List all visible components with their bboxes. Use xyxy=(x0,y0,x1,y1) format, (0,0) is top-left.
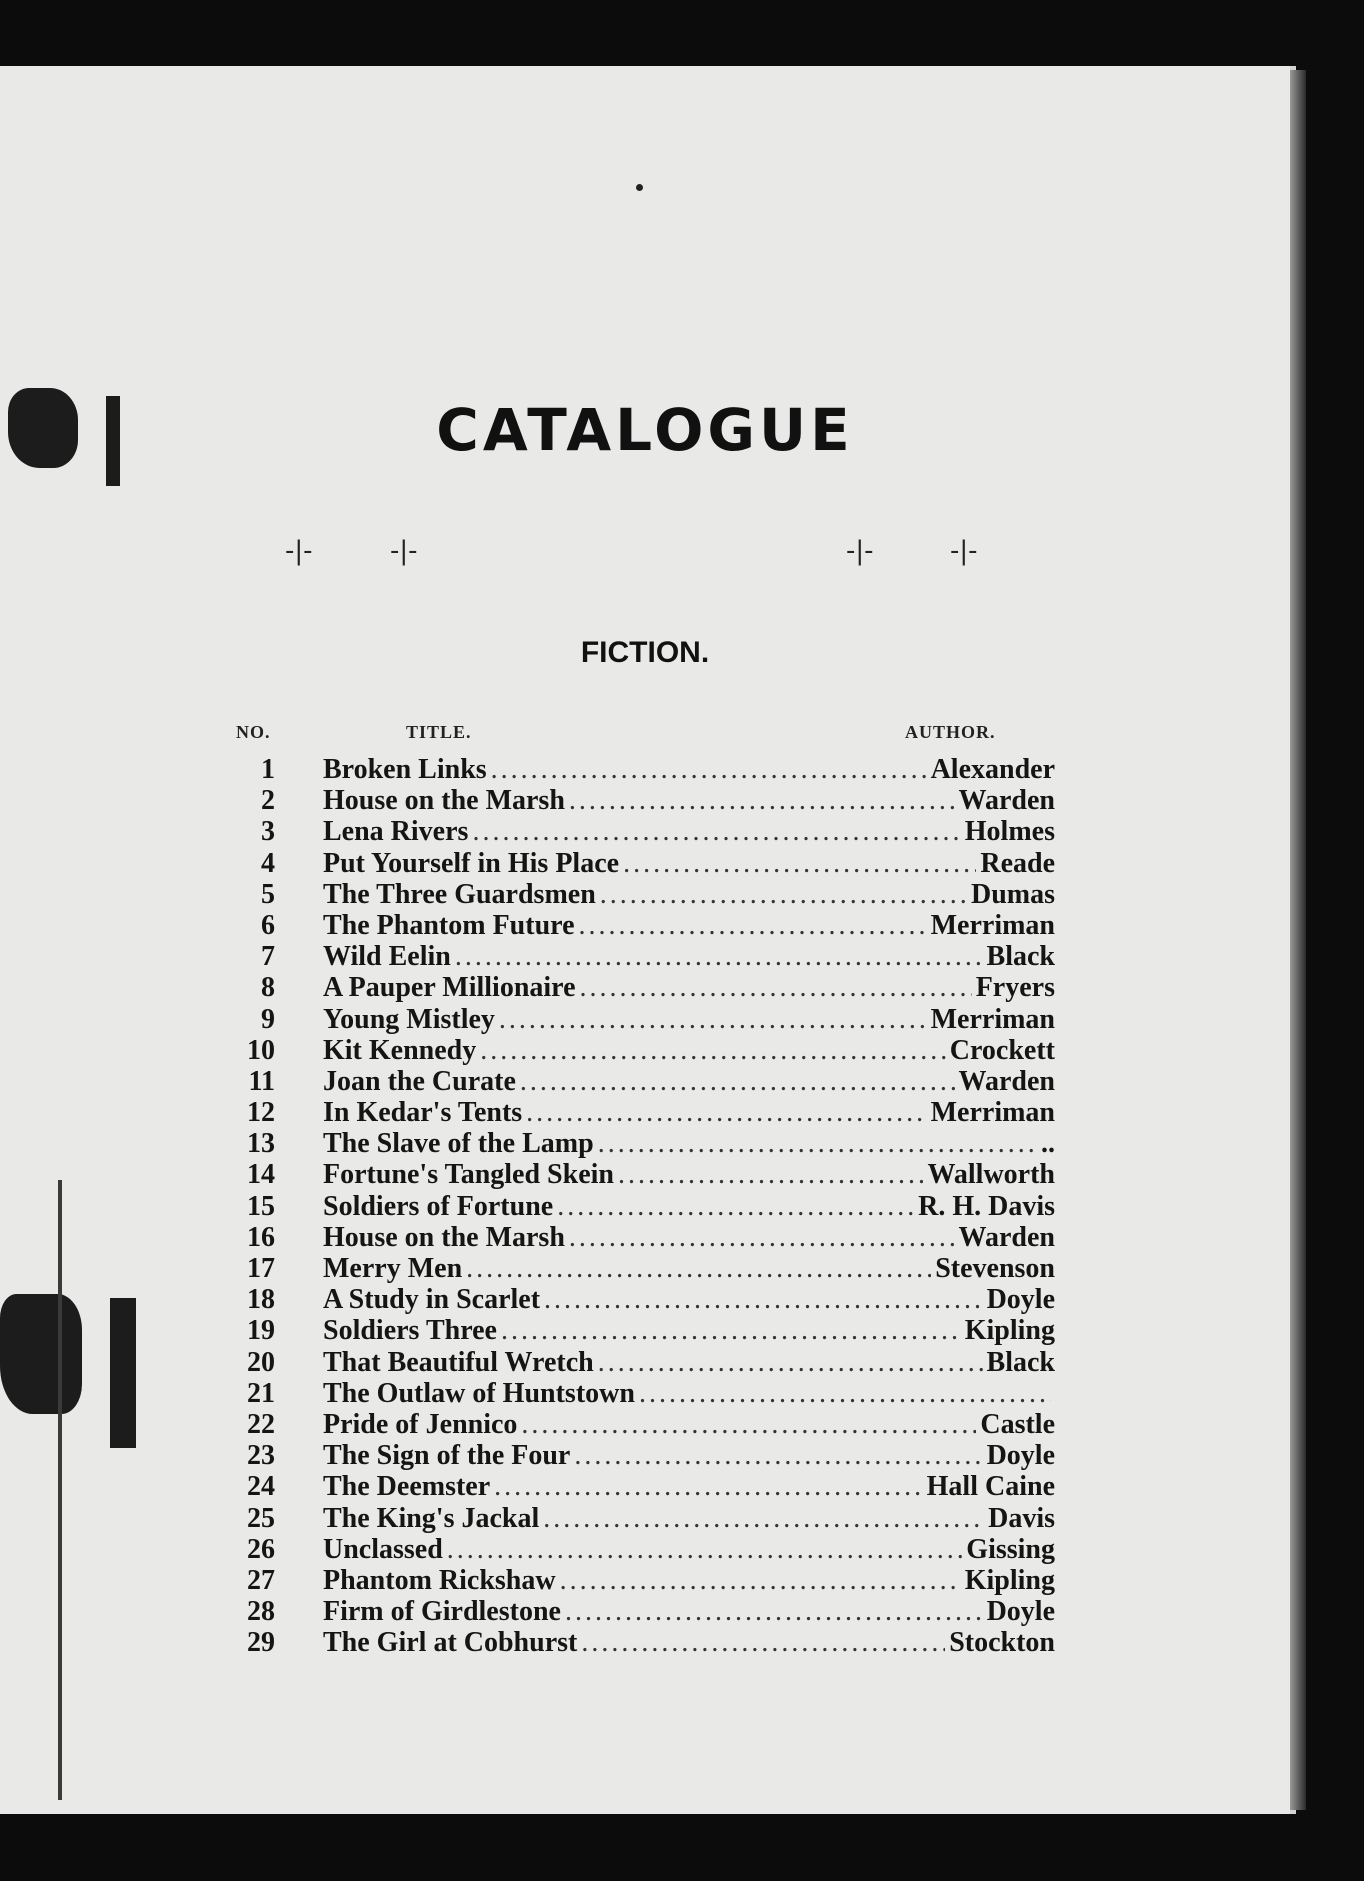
leader-dots xyxy=(447,1534,963,1565)
entry-author: Gissing xyxy=(966,1533,1055,1565)
entry-number: 23 xyxy=(247,1440,275,1472)
entry-number: 25 xyxy=(247,1502,275,1534)
entry-number: 27 xyxy=(247,1564,275,1596)
entry-title: Merry Men xyxy=(323,1253,463,1284)
entry-author: Crockett xyxy=(949,1034,1055,1066)
entry-title: Soldiers Three xyxy=(323,1315,497,1347)
entry-title: The Girl at Cobhurst xyxy=(323,1627,578,1659)
catalogue-entry xyxy=(225,910,1055,941)
catalogue-entry xyxy=(225,1066,1055,1097)
entry-author: Alexander xyxy=(930,754,1055,785)
leader-dots xyxy=(560,1565,961,1596)
leader-dots xyxy=(598,1128,1037,1159)
entry-number: 21 xyxy=(247,1377,275,1409)
page-edge-shadow xyxy=(1290,70,1306,1810)
leader-dots xyxy=(501,1315,961,1346)
entry-author: Dumas xyxy=(970,878,1055,910)
catalogue-entry xyxy=(225,816,1055,847)
catalogue-entry xyxy=(225,1440,1055,1471)
leader-dots xyxy=(494,1471,923,1502)
section-title: FICTION. xyxy=(580,636,710,669)
entry-number: 26 xyxy=(247,1533,275,1565)
entry-title: The Phantom Future xyxy=(323,909,575,941)
gutter-fold xyxy=(58,1180,62,1800)
catalogue-entry xyxy=(225,754,1055,785)
entry-number: 18 xyxy=(247,1284,275,1316)
entry-title: Lena Rivers xyxy=(323,816,469,848)
entry-number: 19 xyxy=(247,1315,275,1347)
leader-dots xyxy=(480,1035,946,1066)
entry-title: Kit Kennedy xyxy=(323,1034,477,1066)
entry-author: Reade xyxy=(980,847,1055,879)
catalogue-entry xyxy=(225,1534,1055,1565)
catalogue-entry xyxy=(225,1097,1055,1128)
catalogue-entry xyxy=(225,1627,1055,1658)
entry-number: 11 xyxy=(248,1065,275,1097)
entry-number: 14 xyxy=(247,1159,275,1191)
page-title: CATALOGUE xyxy=(436,396,854,464)
catalogue-entry xyxy=(225,1347,1055,1378)
entry-number: 28 xyxy=(247,1596,275,1628)
entry-title: Joan the Curate xyxy=(323,1065,516,1097)
entry-number: 5 xyxy=(261,878,275,910)
bleed-through-mark xyxy=(0,1294,82,1414)
entry-number: 4 xyxy=(261,847,275,879)
leader-dots xyxy=(569,1222,955,1253)
entry-author: .. xyxy=(1041,1128,1055,1160)
entry-title: Pride of Jennico xyxy=(323,1408,518,1440)
column-header-title: TITLE. xyxy=(406,722,472,742)
column-header-no: NO. xyxy=(236,722,271,742)
entry-number: 10 xyxy=(247,1034,275,1066)
catalogue-entry xyxy=(225,1284,1055,1315)
entry-number: 13 xyxy=(247,1128,275,1160)
entry-author: Merriman xyxy=(930,1097,1055,1129)
entry-number: 8 xyxy=(261,972,275,1004)
entry-author: Kipling xyxy=(964,1315,1055,1347)
entry-title: Put Yourself in His Place xyxy=(323,847,620,879)
ornament-2: -|- xyxy=(390,536,418,566)
catalogue-entry xyxy=(225,1378,1055,1409)
entry-number: 3 xyxy=(261,816,275,848)
catalogue-entry xyxy=(225,1409,1055,1440)
bleed-through-mark xyxy=(110,1298,136,1448)
ink-speck xyxy=(636,184,643,191)
leader-dots xyxy=(598,1347,983,1378)
leader-dots xyxy=(569,785,955,816)
entry-number: 2 xyxy=(261,785,275,817)
entry-author: Wallworth xyxy=(927,1159,1055,1191)
leader-dots xyxy=(520,1066,955,1097)
entry-number: 24 xyxy=(247,1471,275,1503)
catalogue-entry xyxy=(225,1191,1055,1222)
entry-author: Merriman xyxy=(930,1003,1055,1035)
leader-dots xyxy=(466,1253,931,1284)
catalogue-entry xyxy=(225,1596,1055,1627)
entry-author: Warden xyxy=(958,1221,1055,1253)
entry-title: Young Mistley xyxy=(323,1003,495,1035)
catalogue-entry xyxy=(225,1565,1055,1596)
entry-author: Kipling xyxy=(964,1564,1055,1596)
entry-author: Doyle xyxy=(986,1440,1055,1472)
entry-number: 9 xyxy=(261,1003,275,1035)
entry-author: Doyle xyxy=(986,1596,1055,1628)
leader-dots xyxy=(580,972,972,1003)
entry-title: Broken Links xyxy=(323,754,487,785)
entry-number: 29 xyxy=(247,1627,275,1659)
leader-dots xyxy=(574,1440,982,1471)
catalogue-entry xyxy=(225,1315,1055,1346)
leader-dots xyxy=(579,910,927,941)
entry-number: 20 xyxy=(247,1346,275,1378)
entry-author: Castle xyxy=(980,1408,1055,1440)
entry-title: Fortune's Tangled Skein xyxy=(323,1159,614,1191)
entry-author: Holmes xyxy=(964,816,1055,848)
leader-dots xyxy=(491,754,927,785)
catalogue-entry xyxy=(225,1035,1055,1066)
catalogue-entry xyxy=(225,1128,1055,1159)
entry-author: Fryers xyxy=(975,972,1055,1004)
entry-title: The King's Jackal xyxy=(323,1502,540,1534)
ornament-4: -|- xyxy=(950,536,978,566)
catalogue-entry xyxy=(225,1004,1055,1035)
entry-author: Hall Caine xyxy=(926,1471,1055,1503)
leader-dots xyxy=(618,1159,923,1190)
leader-dots xyxy=(581,1627,945,1658)
entry-author: Black xyxy=(986,941,1055,973)
leader-dots xyxy=(526,1097,926,1128)
entry-author: Stevenson xyxy=(935,1253,1055,1284)
entry-number: 22 xyxy=(247,1408,275,1440)
entry-title: Soldiers of Fortune xyxy=(323,1190,554,1222)
entry-title: The Outlaw of Huntstown xyxy=(323,1377,635,1409)
entry-title: Phantom Rickshaw xyxy=(323,1564,556,1596)
leader-dots xyxy=(499,1004,927,1035)
catalogue-entry xyxy=(225,972,1055,1003)
entry-number: 7 xyxy=(261,941,275,973)
entry-author: Davis xyxy=(988,1502,1055,1534)
entry-author: R. H. Davis xyxy=(918,1190,1055,1222)
catalogue-entry xyxy=(225,785,1055,816)
catalogue-entry xyxy=(225,1222,1055,1253)
entry-number: 12 xyxy=(247,1097,275,1129)
leader-dots xyxy=(521,1409,976,1440)
entry-title: House on the Marsh xyxy=(323,1221,565,1253)
ornament-1: -|- xyxy=(285,536,313,566)
entry-title: The Slave of the Lamp xyxy=(323,1128,594,1160)
paper-sheet xyxy=(0,66,1296,1814)
entry-author: Stockton xyxy=(949,1627,1055,1659)
leader-dots xyxy=(544,1284,983,1315)
entry-title: Firm of Girdlestone xyxy=(323,1596,561,1628)
entry-author: Black xyxy=(986,1346,1055,1378)
entry-title: A Pauper Millionaire xyxy=(323,972,576,1004)
catalogue-entry xyxy=(225,1159,1055,1190)
entry-title: Unclassed xyxy=(323,1533,443,1565)
catalogue-entry xyxy=(225,1503,1055,1534)
catalogue-entry xyxy=(225,941,1055,972)
column-header-author: AUTHOR. xyxy=(905,722,996,742)
entry-author: Warden xyxy=(958,1065,1055,1097)
ornament-3: -|- xyxy=(846,536,874,566)
leader-dots xyxy=(600,879,967,910)
entry-author: Merriman xyxy=(930,909,1055,941)
leader-dots xyxy=(543,1503,984,1534)
leader-dots xyxy=(472,816,960,847)
entry-title: That Beautiful Wretch xyxy=(323,1346,594,1378)
entry-title: A Study in Scarlet xyxy=(323,1284,541,1316)
entry-title: House on the Marsh xyxy=(323,785,565,817)
leader-dots xyxy=(557,1191,914,1222)
entry-title: In Kedar's Tents xyxy=(323,1097,523,1129)
catalogue-entry xyxy=(225,1253,1055,1284)
leader-dots xyxy=(565,1596,983,1627)
catalogue-entry xyxy=(225,1471,1055,1502)
entry-title: The Sign of the Four xyxy=(323,1440,571,1472)
catalogue-entry xyxy=(225,879,1055,910)
catalogue-entry xyxy=(225,848,1055,879)
leader-dots xyxy=(455,941,983,972)
entry-number: 6 xyxy=(261,909,275,941)
leader-dots xyxy=(639,1378,1051,1409)
entry-number: 17 xyxy=(247,1253,275,1284)
entry-title: Wild Eelin xyxy=(323,941,451,973)
catalogue-list xyxy=(225,754,1055,1658)
entry-author: Doyle xyxy=(986,1284,1055,1316)
entry-title: The Deemster xyxy=(323,1471,491,1503)
entry-number: 15 xyxy=(247,1190,275,1222)
entry-number: 16 xyxy=(247,1221,275,1253)
leader-dots xyxy=(623,848,976,879)
entry-number: 1 xyxy=(261,754,275,785)
entry-title: The Three Guardsmen xyxy=(323,878,596,910)
entry-author: Warden xyxy=(958,785,1055,817)
